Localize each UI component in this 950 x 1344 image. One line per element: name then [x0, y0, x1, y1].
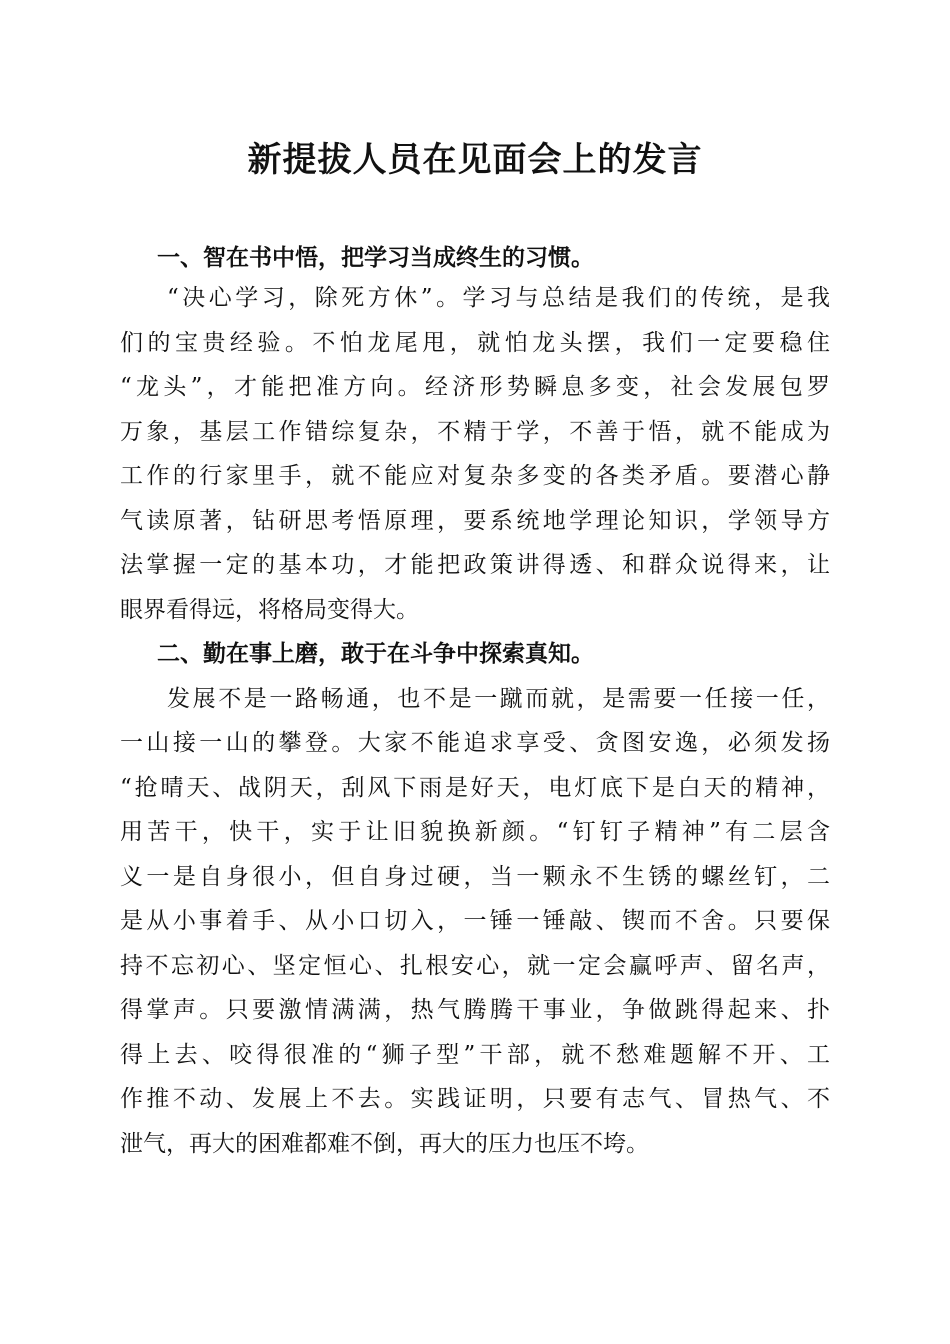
- paragraph-line: 法掌握一定的基本功，才能把政策讲得透、和群众说得来，让: [120, 552, 830, 578]
- paragraph-line: 一山接一山的攀登。大家不能追求享受、贪图安逸，必须发扬: [120, 730, 830, 756]
- paragraph-line: “龙头”，才能把准方向。经济形势瞬息多变，社会发展包罗: [120, 374, 830, 400]
- paragraph-line: “抢晴天、战阴天，刮风下雨是好天，电灯底下是白天的精神，: [120, 775, 830, 801]
- paragraph-line: 泄气，再大的困难都难不倒，再大的压力也压不垮。: [120, 1131, 649, 1157]
- paragraph-line: 是从小事着手、从小口切入，一锤一锤敲、锲而不舍。只要保: [120, 908, 830, 934]
- paragraph-line: 万象，基层工作错综复杂，不精于学，不善于悟，就不能成为: [120, 419, 830, 445]
- paragraph-line: 用苦干，快干，实于让旧貌换新颜。“钉钉子精神”有二层含: [120, 819, 830, 845]
- paragraph-line: 作推不动、发展上不去。实践证明，只要有志气、冒热气、不: [120, 1086, 830, 1112]
- paragraph-line: 得上去、咬得很准的“狮子型”干部，就不愁难题解不开、工: [120, 1042, 830, 1068]
- document-title: 新提拔人员在见面会上的发言: [247, 140, 703, 180]
- section-heading-1: 一、智在书中悟，把学习当成终生的习惯。: [157, 245, 594, 271]
- section-heading-2: 二、勤在事上磨，敢于在斗争中探索真知。: [157, 641, 594, 667]
- paragraph-line: 气读原著，钻研思考悟原理，要系统地学理论知识，学领导方: [120, 508, 830, 534]
- paragraph-line: 义一是自身很小，但自身过硬，当一颗永不生锈的螺丝钉，二: [120, 864, 830, 890]
- paragraph-line: 得掌声。只要激情满满，热气腾腾干事业，争做跳得起来、扑: [120, 997, 830, 1023]
- paragraph-line: 们的宝贵经验。不怕龙尾甩，就怕龙头摆，我们一定要稳住: [120, 330, 830, 356]
- paragraph-line: “决心学习，除死方休”。学习与总结是我们的传统，是我: [167, 285, 830, 311]
- paragraph-line: 眼界看得远，将格局变得大。: [120, 597, 419, 623]
- paragraph-line: 持不忘初心、坚定恒心、扎根安心，就一定会赢呼声、留名声，: [120, 953, 830, 979]
- paragraph-line: 发展不是一路畅通，也不是一蹴而就，是需要一任接一任，: [167, 686, 830, 712]
- paragraph-line: 工作的行家里手，就不能应对复杂多变的各类矛盾。要潜心静: [120, 463, 830, 489]
